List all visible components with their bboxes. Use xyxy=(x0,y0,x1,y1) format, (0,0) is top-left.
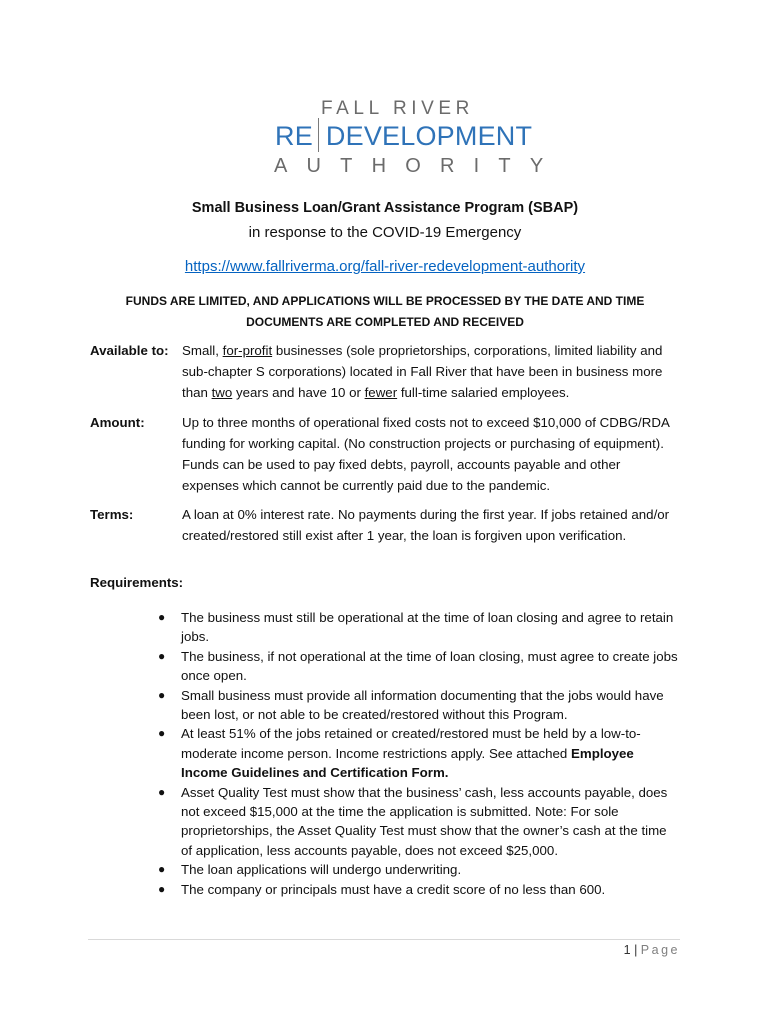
list-item: ● Small business must provide all information documenting that the jobs would have been lost, or not able to be created/restored without this Program. xyxy=(158,687,664,723)
available-to-label: Available to: xyxy=(90,343,169,358)
page-footer xyxy=(500,943,680,957)
list-item: ● Asset Quality Test must show that the business’ cash, less accounts payable, does not exceed $15,000 at the time the application is submitted. Note: For sole proprietorships, the Asset Quality Test must show that the owner’s cash at the time of application, less accounts payable, does not exceed $25,000. xyxy=(158,784,668,858)
available-to-text: Small, for-profit businesses (sole proprietorships, corporations, limited liability and sub-chapter S corporations) located in Fall River that have been in business more than two years and have 10 or fewer full-time salaried employees. xyxy=(182,343,663,400)
document-title: Small Business Loan/Grant Assistance Program (SBAP) xyxy=(191,200,579,216)
logo-re: RE xyxy=(275,121,313,152)
employee-income-form-reference: Employee Income Guidelines and Certification Form. xyxy=(181,745,634,781)
list-item: ● The loan applications will undergo underwriting. xyxy=(158,860,680,879)
logo-line-redevelopment xyxy=(275,121,532,155)
amount-section xyxy=(90,412,680,496)
list-item: ● The company or principals must have a credit score of no less than 600. xyxy=(158,880,680,899)
page-separator: | xyxy=(634,943,638,957)
terms-section xyxy=(90,504,680,546)
list-item: ● The business must still be operational at the time of loan closing and agree to retain jobs. xyxy=(158,610,674,645)
bullet-icon: ● xyxy=(158,687,166,702)
logo-line-fall-river: FALL RIVER xyxy=(321,98,475,119)
logo-line-authority: AUTHORITY xyxy=(274,155,563,177)
requirements-list xyxy=(158,608,680,899)
page-number: 1 xyxy=(623,943,631,957)
funds-limited-notice: FUNDS ARE LIMITED, AND APPLICATIONS WILL BE PROCESSED BY THE DATE AND TIME DOCUMENTS ARE COMPLETED AND RECEIVED xyxy=(125,294,645,329)
bullet-icon: ● xyxy=(158,648,166,663)
bullet-icon: ● xyxy=(158,610,166,624)
list-item: ● The business, if not operational at the time of loan closing, must agree to create jobs once open. xyxy=(158,648,678,684)
logo-development: DEVELOPMENT xyxy=(325,121,533,152)
available-to-section xyxy=(90,340,680,403)
page-label: Page xyxy=(640,943,680,957)
fall-river-link[interactable]: https://www.fallriverma.org/fall-river-redevelopment-authority xyxy=(184,258,586,275)
logo-divider xyxy=(318,118,319,152)
terms-label: Terms: xyxy=(90,507,134,522)
document-subtitle: in response to the COVID-19 Emergency xyxy=(248,224,522,241)
list-item: ● At least 51% of the jobs retained or created/restored must be held by a low-to-moderate income person. Income restrictions apply. See attached Employee Income Guidelines and Certification Form. xyxy=(158,726,641,781)
amount-text: Up to three months of operational fixed costs not to exceed $10,000 of CDBG/RDA funding for working capital. (No construction projects or purchasing of equipment). Funds can be used to pay fixed debts, payroll, accounts payable and other expenses which cannot be currently paid due to the pandemic. xyxy=(182,415,670,493)
bullet-icon: ● xyxy=(158,784,166,799)
bullet-icon: ● xyxy=(158,881,166,896)
terms-text: A loan at 0% interest rate. No payments during the first year. If jobs retained and/or created/restored still exist after 1 year, the loan is forgiven upon verification. xyxy=(182,507,670,543)
footer-divider xyxy=(88,939,680,940)
bullet-icon: ● xyxy=(158,726,166,741)
requirements-label: Requirements: xyxy=(90,575,184,590)
bullet-icon: ● xyxy=(158,862,166,877)
amount-label: Amount: xyxy=(90,415,145,430)
